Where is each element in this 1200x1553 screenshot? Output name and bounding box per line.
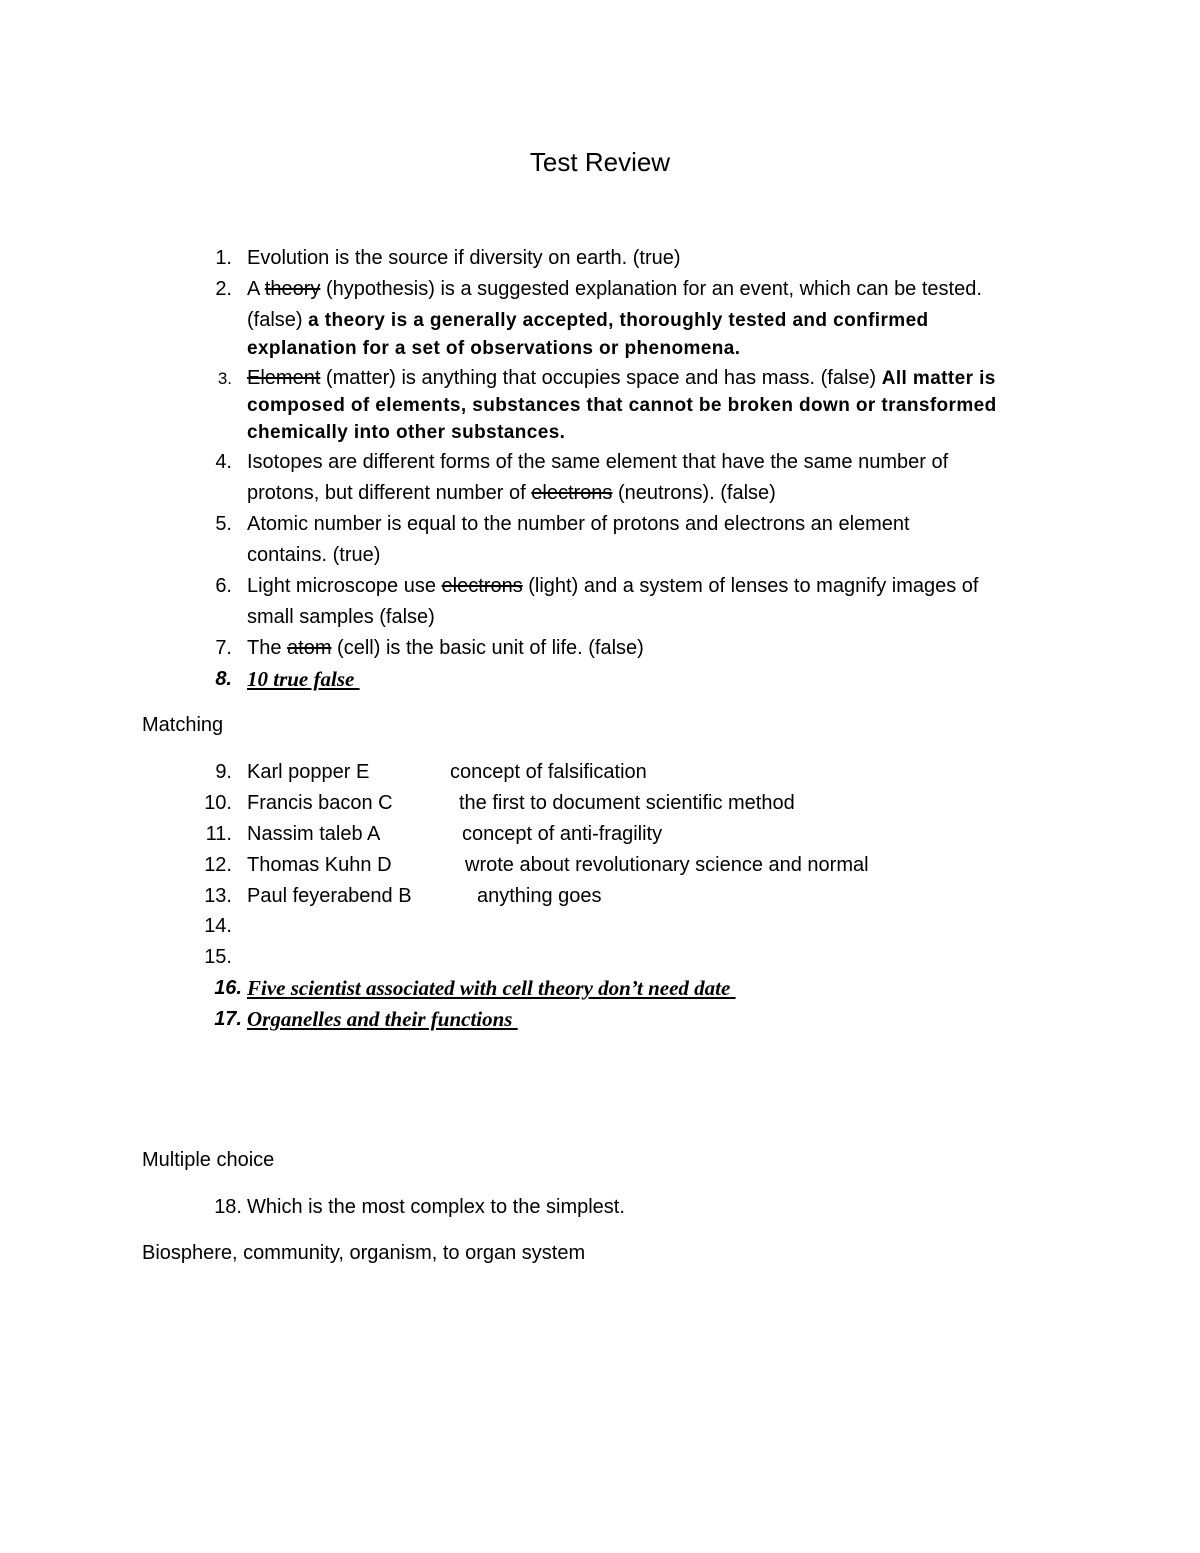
struck-word: theory bbox=[264, 278, 321, 300]
question-2-answer: (false) a theory is a generally accepted, thoroughly tested and confirmed bbox=[247, 309, 929, 331]
struck-word: electrons bbox=[441, 575, 523, 597]
question-2: A theory (hypothesis) is a suggested explanation for an event, which can be tested. bbox=[247, 278, 982, 300]
match-description: anything goes bbox=[477, 885, 602, 907]
struck-word: Element bbox=[247, 367, 321, 389]
item-number: 17. bbox=[214, 1008, 242, 1030]
item-number: 15. bbox=[204, 946, 232, 968]
item-number: 10. bbox=[204, 792, 232, 814]
correction-text: composed of elements, substances that cannot be broken down or transformed bbox=[247, 395, 997, 416]
section-heading-matching: Matching bbox=[142, 714, 224, 736]
item-number: 6. bbox=[215, 575, 232, 597]
question-8: 10 true false bbox=[247, 667, 360, 691]
question-1: Evolution is the source if diversity on earth. (true) bbox=[247, 247, 681, 269]
answer-18: Biosphere, community, organism, to organ system bbox=[142, 1242, 586, 1264]
correction-text: chemically into other substances. bbox=[247, 422, 566, 443]
question-5: Atomic number is equal to the number of protons and electrons an element bbox=[247, 513, 910, 535]
correction-text: explanation for a set of observations or phenomena. bbox=[247, 338, 741, 359]
page-title: Test Review bbox=[529, 147, 671, 177]
item-number: 14. bbox=[204, 915, 232, 937]
question-17: Organelles and their functions bbox=[247, 1007, 518, 1031]
match-description: concept of anti-fragility bbox=[462, 823, 663, 845]
question-16: Five scientist associated with cell theory don’t need date bbox=[247, 976, 736, 1000]
question-4-cont: protons, but different number of electrons (neutrons). (false) bbox=[247, 482, 776, 504]
match-name: Nassim taleb A bbox=[247, 823, 381, 845]
item-number: 13. bbox=[204, 885, 232, 907]
item-number: 5. bbox=[215, 513, 232, 535]
match-name: Francis bacon C bbox=[247, 792, 393, 814]
correction-text: a theory is a generally accepted, thoroughly tested and confirmed bbox=[308, 310, 929, 331]
struck-word: atom bbox=[287, 637, 332, 659]
question-18: Which is the most complex to the simplest. bbox=[247, 1196, 625, 1218]
item-number: 1. bbox=[215, 247, 232, 269]
question-6: Light microscope use electrons (light) and a system of lenses to magnify images of bbox=[247, 575, 979, 597]
match-description: concept of falsification bbox=[450, 761, 647, 783]
item-number: 7. bbox=[215, 637, 232, 659]
item-number: 16. bbox=[214, 977, 242, 999]
item-number: 11. bbox=[205, 823, 232, 845]
question-7: The atom (cell) is the basic unit of life. (false) bbox=[247, 637, 644, 659]
item-number: 3. bbox=[217, 369, 232, 388]
correction-text: All matter is bbox=[881, 368, 996, 389]
match-name: Paul feyerabend B bbox=[247, 885, 412, 907]
section-heading-multiple-choice: Multiple choice bbox=[142, 1149, 275, 1171]
match-description: wrote about revolutionary science and normal bbox=[465, 854, 869, 876]
question-4: Isotopes are different forms of the same element that have the same number of bbox=[247, 451, 949, 473]
item-number: 4. bbox=[215, 451, 232, 473]
item-number: 18. bbox=[214, 1196, 242, 1218]
item-number: 9. bbox=[215, 761, 232, 783]
match-name: Thomas Kuhn D bbox=[247, 854, 392, 876]
match-name: Karl popper E bbox=[247, 761, 370, 783]
item-number: 2. bbox=[215, 278, 232, 300]
item-number: 12. bbox=[204, 854, 232, 876]
question-6-cont: small samples (false) bbox=[247, 606, 435, 628]
struck-word: electrons bbox=[531, 482, 613, 504]
item-number: 8. bbox=[215, 668, 232, 690]
question-5-cont: contains. (true) bbox=[247, 544, 381, 566]
match-description: the first to document scientific method bbox=[459, 792, 795, 814]
question-3: Element (matter) is anything that occupies space and has mass. (false) All matter is bbox=[247, 367, 996, 389]
